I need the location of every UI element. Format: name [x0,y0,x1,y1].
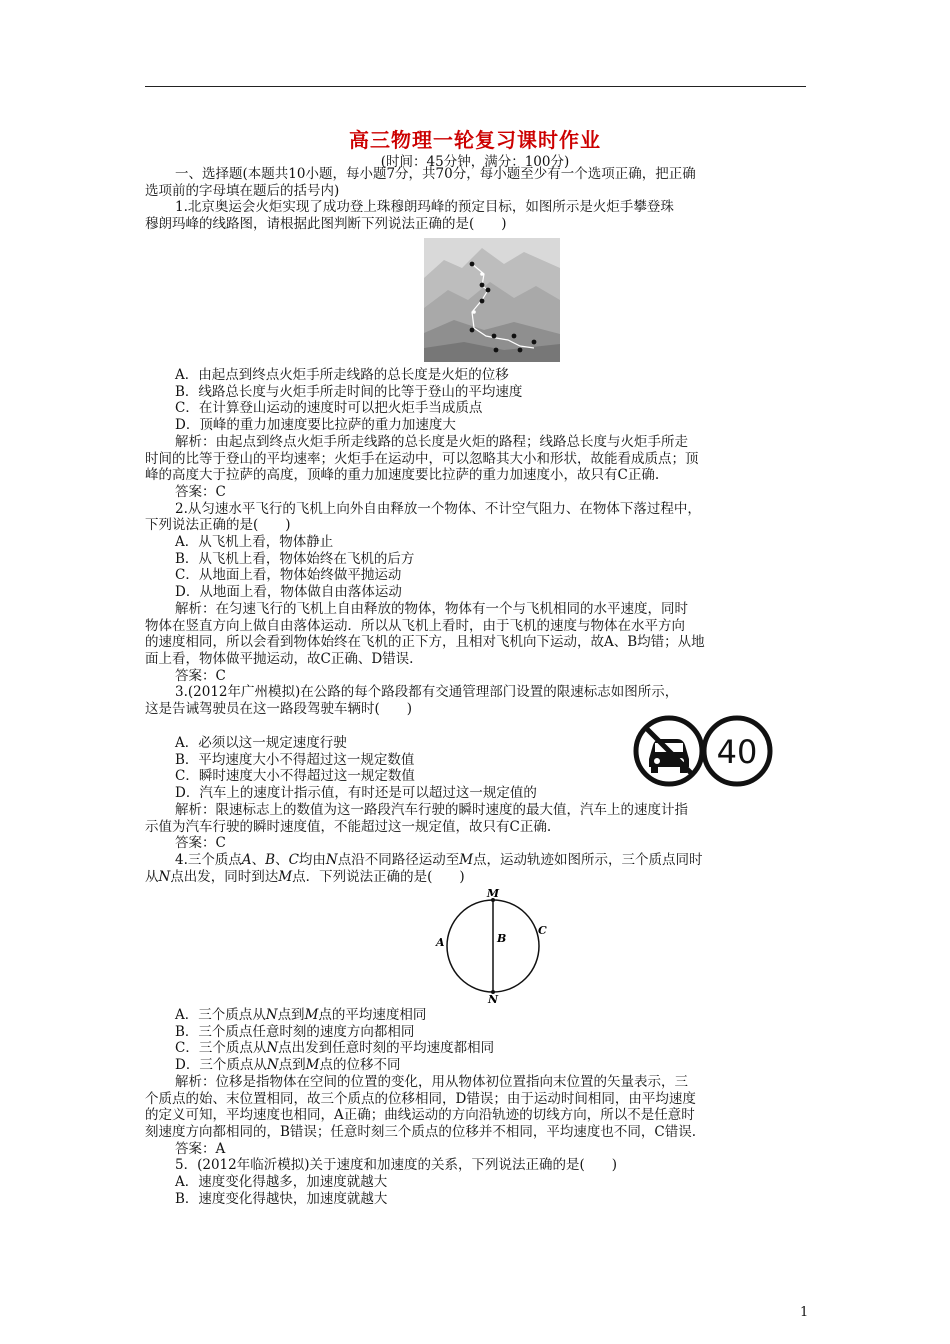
speed-limit-number: 40 [716,733,758,771]
q1-q2-text [145,367,813,718]
q3-option: A．必须以这一规定速度行驶 [175,735,347,751]
label-b: B [497,932,507,945]
q5-option: B．速度变化得越快，加速度就越大 [175,1190,388,1207]
q2-option: B．从飞机上看，物体始终在飞机的后方 [175,550,415,567]
q1-option: C．在计算登山运动的速度时可以把火炬手当成质点 [175,400,483,417]
q2-analysis: 解析：在匀速飞行的飞机上自由释放的物体，物体有一个与飞机相同的水平速度，同时 [175,600,688,617]
q1-stem-line: 穆朗玛峰的线路图，请根据此图判断下列说法正确的是( ) [145,216,507,233]
q4-analysis: 刻速度方向都相同的，B错误；任意时刻三个质点的位移并不相同，平均速度也不同，C错误. [145,1123,697,1140]
traffic-signs-figure [633,713,773,789]
q4-option: A．三个质点从N点到M点的平均速度相同 [175,1007,427,1023]
no-overtaking-sign-icon [636,718,702,784]
q1-option: D．顶峰的重力加速度要比拉萨的重力加速度大 [175,417,456,434]
q4-stem-line: 从N点出发，同时到达M点．下列说法正确的是( ) [145,868,465,885]
q2-stem-line: 2.从匀速水平飞行的飞机上向外自由释放一个物体、不计空气阻力、在物体下落过程中， [175,500,701,517]
q3-stem-line: 这是告诫驾驶员在这一路段驾驶车辆时( ) [145,701,413,718]
intro-and-q1-stem [145,166,813,233]
q1-option: B．线路总长度与火炬手所走时间的比等于登山的平均速度 [175,383,523,400]
page-title: 高三物理一轮复习课时作业 [349,128,601,152]
q1-stem-line: 1.北京奥运会火炬实现了成功登上珠穆朗玛峰的预定目标，如图所示是火炬手攀登珠 [175,199,674,216]
q4-analysis: 解析：位移是指物体在空间的位置的变化，用从物体初位置指向末位置的矢量表示，三 [175,1073,688,1090]
q3-option: C．瞬时速度大小不得超过这一规定数值 [175,768,415,785]
header-rule [145,86,806,87]
mountain-route-figure [424,238,560,362]
q4-analysis: 个质点的始、末位置相同，故三个质点的位移相同，D错误；由于运动时间相同，由平均速度 [145,1090,696,1107]
q4-option: D．三个质点从N点到M点的位移不同 [175,1057,401,1074]
particle-paths-figure [430,888,550,1004]
label-m: M [486,888,500,900]
q5-stem: 5．(2012年临沂模拟)关于速度和加速度的关系，下列说法正确的是( ) [175,1157,618,1174]
label-n: N [487,993,499,1004]
q3-answer: 答案：C [175,835,226,852]
page-subtitle: (时间：45分钟，满分：100分) [380,154,570,170]
q4-answer: 答案：A [175,1140,226,1157]
q4-q5-text [145,1007,813,1207]
q1-option: A．由起点到终点火炬手所走线路的总长度是火炬的位移 [175,367,509,383]
q2-stem-line: 下列说法正确的是( ) [145,517,291,534]
intro-line: 一、选择题(本题共10小题，每小题7分，共70分，每小题至少有一个选项正确，把正确 [175,166,696,182]
q4-option: B．三个质点任意时刻的速度方向都相同 [175,1023,415,1040]
q1-analysis: 解析：由起点到终点火炬手所走线路的总长度是火炬的路程；线路总长度与火炬手所走 [175,433,688,450]
q2-analysis: 面上看，物体做平抛运动，故C正确、D错误. [145,650,414,667]
intro-line: 选项前的字母填在题后的括号内) [145,182,340,199]
q3-option: D．汽车上的速度计指示值，有时还是可以超过这一规定值的 [175,785,537,802]
label-a: A [436,936,445,949]
page-number: 1 [800,1305,809,1320]
q1-analysis: 峰的高度大于拉萨的高度，顶峰的重力加速度要比拉萨的重力加速度小，故只有C正确. [145,467,660,484]
q3-option: B．平均速度大小不得超过这一规定数值 [175,751,415,768]
q2-option: D．从地面上看，物体做自由落体运动 [175,584,402,601]
q2-analysis: 物体在竖直方向上做自由落体运动．所以从飞机上看时，由于飞机的速度与物体在水平方向 [145,617,685,634]
q2-answer: 答案：C [175,667,226,684]
q3-analysis: 解析：限速标志上的数值为这一路段汽车行驶的瞬时速度的最大值，汽车上的速度计指 [175,801,688,818]
speed-limit-sign-icon [704,718,770,784]
q2-option: A．从飞机上看，物体静止 [175,534,334,551]
q5-option: A．速度变化得越多，加速度就越大 [175,1174,388,1191]
q3-stem-line: 3.(2012年广州模拟)在公路的每个路段都有交通管理部门设置的限速标志如图所示， [175,684,679,701]
q4-stem-line: 4.三个质点A、B、C均由N点沿不同路径运动至M点，运动轨迹如图所示，三个质点同时 [175,852,703,868]
q4-option: C．三个质点从N点出发到任意时刻的平均速度都相同 [175,1040,495,1057]
q1-analysis: 时间的比等于登山的平均速率；火炬手在运动中，可以忽略其大小和形状，故能看成质点；顶 [145,450,699,467]
q4-stem [145,852,813,885]
label-c: C [538,924,547,937]
q4-analysis: 的定义可知，平均速度也相同，A正确；曲线运动的方向沿轨迹的切线方向，所以不是任意时 [145,1107,695,1124]
q2-option: C．从地面上看，物体始终做平抛运动 [175,567,402,584]
q3-analysis: 示值为汽车行驶的瞬时速度值，不能超过这一规定值，故只有C正确. [145,818,552,835]
q1-answer: 答案：C [175,483,226,500]
q2-analysis: 的速度相同，所以会看到物体始终在飞机的正下方，且相对飞机向下运动，故A、B均错；从地 [145,634,705,651]
